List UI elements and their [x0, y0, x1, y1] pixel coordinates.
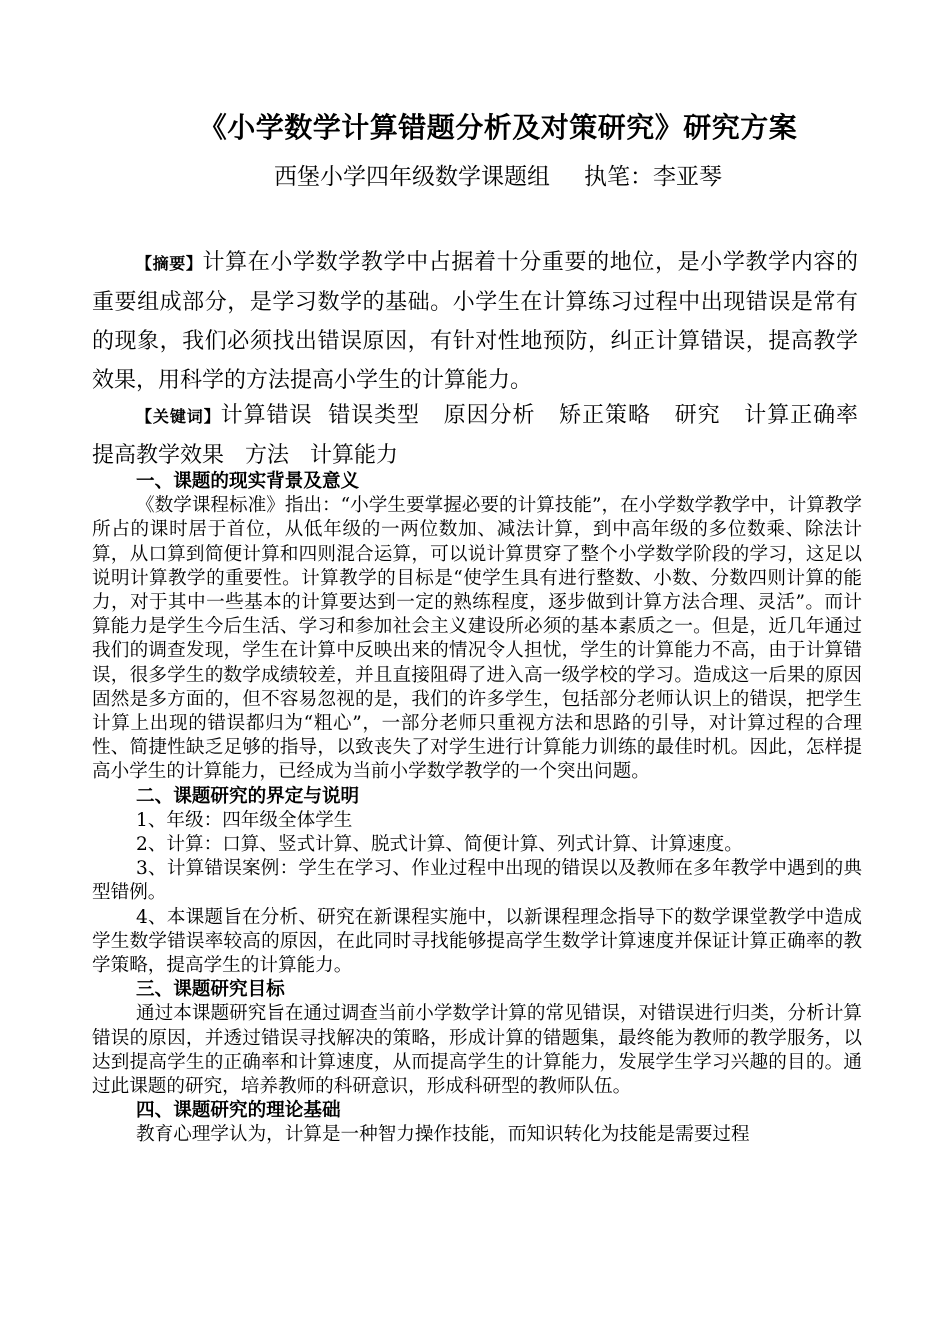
section-heading: 三、课题研究目标: [136, 979, 285, 1001]
document-body: [92, 470, 862, 1148]
keywords: [92, 396, 879, 475]
keywords-text: 计算错误 错误类型 原因分析 矫正策略 研究 计算正确率 提高教学效果 方法 计算能力: [92, 403, 879, 468]
author-line: [0, 158, 950, 191]
paragraph: 通过本课题研究旨在通过调查当前小学数学计算的常见错误，对错误进行归类，分析计算错误的原因，并透过错误寻找解决的策略，形成计算的错题集，最终能为教师的教学服务，以达到提高学生的正确率和计算速度，从而提高学生的计算能力，发展学生学习兴趣的目的。通过此课题的研究，培养教师的科研意识，形成科研型的教师队伍。: [92, 1003, 862, 1098]
paragraph: 《数学课程标准》指出：“小学生要掌握必要的计算技能”，在小学数学教学中，计算教学所占的课时居于首位，从低年级的一两位数加、减法计算，到中高年级的多位数乘、除法计算，从口算到简便计算和四则混合运算，可以说计算贯穿了整个小学数学阶段的学习，这足以说明计算教学的重要性。计算教学的目标是“使学生具有进行整数、小数、分数四则计算的能力，对于其中一些基本的计算要达到一定的熟练程度，逐步做到计算方法合理、灵活”。而计算能力是学生今后生活、学习和参加社会主义建设所必须的基本素质之一。但是，近几年通过我们的调查发现，学生在计算中反映出来的情况令人担忧，学生的计算能力不高，由于计算错误，很多学生的数学成绩较差，并且直接阻碍了进入高一级学校的学习。造成这一后果的原因固然是多方面的，但不容易忽视的是，我们的许多学生，包括部分老师认识上的错误，把学生计算上出现的错误都归为“粗心”，一部分老师只重视方法和思路的引导，对计算过程的合理性、简捷性缺乏足够的指导，以致丧失了对学生进行计算能力训练的最佳时机。因此，怎样提高小学生的计算能力，已经成为当前小学数学教学的一个突出问题。: [92, 495, 862, 783]
paragraph: 4、本课题旨在分析、研究在新课程实施中，以新课程理念指导下的数学课堂教学中造成学生数学错误率较高的原因，在此同时寻找能够提高学生数学计算速度并保证计算正确率的教学策略，提高学生的计算能力。: [92, 906, 862, 977]
section-heading: 一、课题的现实背景及意义: [136, 471, 360, 492]
paragraph: 教育心理学认为，计算是一种智力操作技能，而知识转化为技能是需要过程: [136, 1124, 750, 1146]
author-writer: 执笔：李亚琴: [584, 164, 722, 190]
abstract: [92, 243, 858, 400]
abstract-text: 计算在小学数学教学中占据着十分重要的地位，是小学教学内容的重要组成部分，是学习数学的基础。小学生在计算练习过程中出现错误是常有的现象，我们必须找出错误原因，有针对性地预防，纠正计算错误，提高教学效果，用科学的方法提高小学生的计算能力。: [92, 250, 858, 393]
paragraph: 2、计算：口算、竖式计算、脱式计算、简便计算、列式计算、计算速度。: [136, 834, 743, 856]
paragraph: 1、年级：四年级全体学生: [136, 809, 353, 831]
author-group: 西堡小学四年级数学课题组: [274, 164, 550, 190]
document-title: 《小学数学计算错题分析及对策研究》研究方案: [198, 111, 798, 144]
section-heading: 四、课题研究的理论基础: [136, 1100, 341, 1122]
keywords-tag: 【关键词】: [136, 407, 221, 426]
section-heading: 二、课题研究的界定与说明: [136, 785, 360, 807]
abstract-tag: 【摘要】: [136, 254, 203, 273]
paragraph: 3、计算错误案例：学生在学习、作业过程中出现的错误以及教师在多年教学中遇到的典型错例。: [92, 858, 862, 904]
